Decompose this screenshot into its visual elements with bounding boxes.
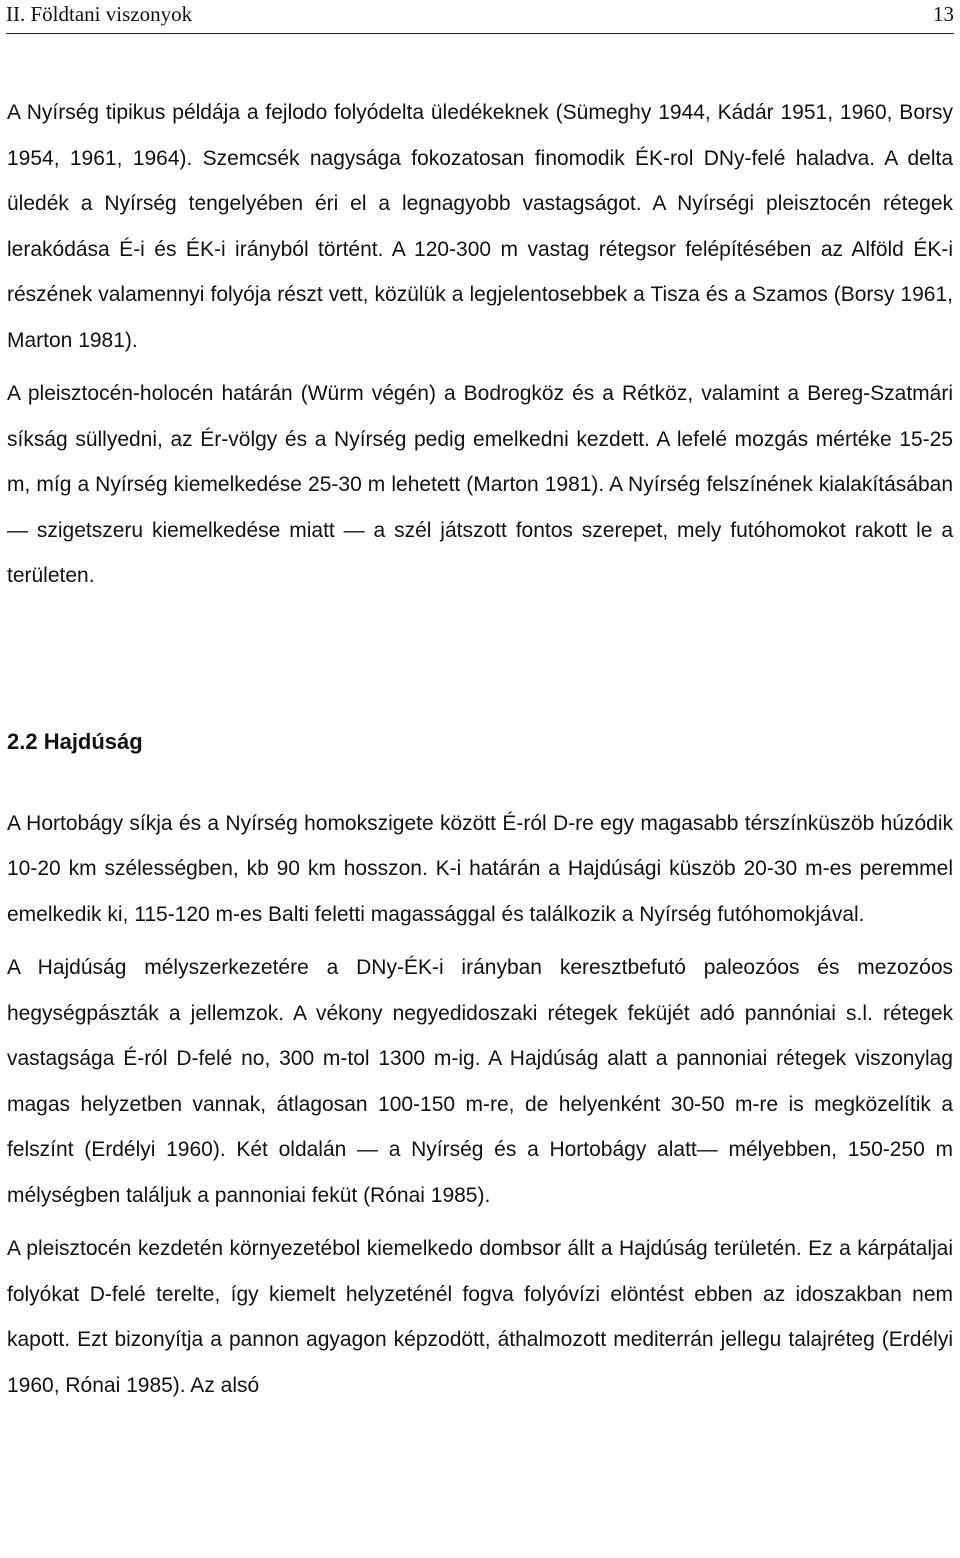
section-heading-hajdusag: 2.2 Hajdúság <box>7 728 143 754</box>
paragraph-nyirseg-1: A Nyírség tipikus példája a fejlodo folyódelta üledékeknek (Sümeghy 1944, Kádár 1951, 1960, Borsy 1954, 1961, 1964). Szemcsék nagysága fokozatosan finomodik ÉK-rol DNy-felé haladva. A delta üledék a Nyírség tengelyében éri el a legnagyobb vastagságot. A Nyírségi pleisztocén rétegek lerakódása É-i és ÉK-i irányból történt. A 120-300 m vastag rétegsor felépítésében az Alföld ÉK-i részének valamennyi folyója részt vett, közülük a legjelentosebbek a Tisza és a Szamos (Borsy 1961, Marton 1981). <box>7 101 953 352</box>
paragraph-hajdusag-1: A Hortobágy síkja és a Nyírség homokszigete között É-ról D-re egy magasabb térszínküszöb húzódik 10-20 km szélességben, kb 90 km hosszon. K-i határán a Hajdúsági küszöb 20-30 m-es peremmel emelkedik ki, 115-120 m-es Balti feletti magassággal és találkozik a Nyírség futóhomokjával. <box>7 811 953 926</box>
paragraph-hajdusag-2: A Hajdúság mélyszerkezetére a DNy-ÉK-i irányban keresztbefutó paleozóos és mezozóos hegységpászták a jellemzok. A vékony negyedidoszaki rétegek feküjét adó pannóniai s.l. rétegek vastagsága É-ról D-felé no, 300 m-tol 1300 m-ig. A Hajdúság alatt a pannoniai rétegek viszonylag magas helyzetben vannak, átlagosan 100-150 m-re, de helyenként 30-50 m-re is megközelítik a felszínt (Erdélyi 1960). Két oldalán — a Nyírség és a Hortobágy alatt— mélyebben, 150-250 m mélységben találjuk a pannoniai feküt (Rónai 1985). <box>7 956 953 1207</box>
running-header <box>6 0 954 34</box>
page-number: 13 <box>933 2 954 26</box>
page-body <box>7 90 953 1416</box>
chapter-title: II. Földtani viszonyok <box>6 2 193 26</box>
paragraph-hajdusag-3: A pleisztocén kezdetén környezetébol kiemelkedo dombsor állt a Hajdúság területén. Ez a kárpátaljai folyókat D-felé terelte, így kiemelt helyzeténél fogva folyóvízi elöntést ebben az idoszakban nem kapott. Ezt bizonyítja a pannon agyagon képzodött, áthalmozott mediterrán jellegu talajréteg (Erdélyi 1960, Rónai 1985). Az alsó <box>7 1237 953 1397</box>
paragraph-nyirseg-2: A pleisztocén-holocén határán (Würm végén) a Bodrogköz és a Rétköz, valamint a Bereg-Szatmári síkság süllyedni, az Ér-völgy és a Nyírség pedig emelkedni kezdett. A lefelé mozgás mértéke 15-25 m, míg a Nyírség kiemelkedése 25-30 m lehetett (Marton 1981). A Nyírség felszínének kialakításában — szigetszeru kiemelkedése miatt — a szél játszott fontos szerepet, mely futóhomokot rakott le a területen. <box>7 382 953 587</box>
